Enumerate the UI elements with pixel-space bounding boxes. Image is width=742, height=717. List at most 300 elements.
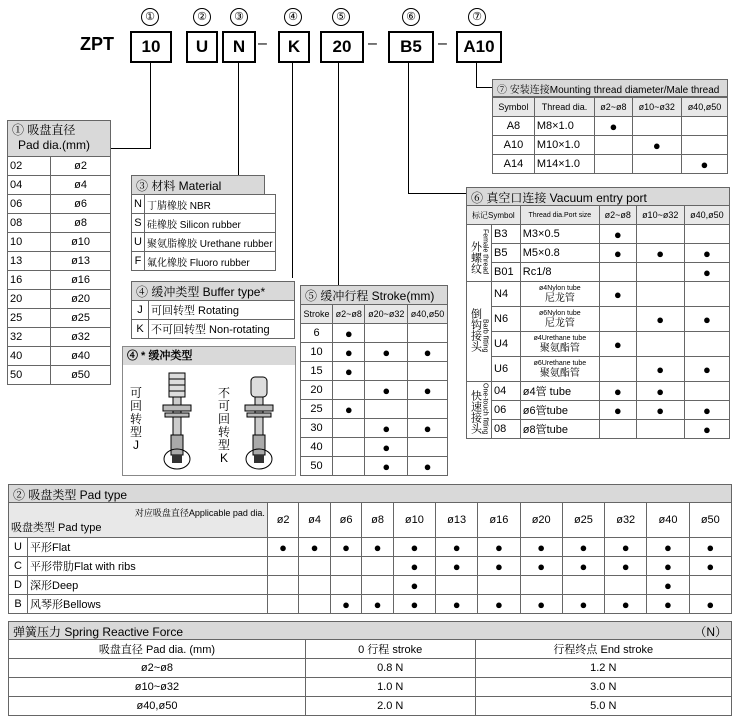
vacuum-symbol: N6 xyxy=(492,307,521,332)
vacuum-availability xyxy=(636,420,684,439)
vacuum-symbol: 08 xyxy=(492,420,521,439)
vacuum-port-en: ø4Urethane tube xyxy=(533,335,587,342)
availability-dot xyxy=(424,424,432,436)
buffer-name: 可回转型 Rotating xyxy=(149,301,295,320)
vacuum-availability xyxy=(636,357,684,382)
pad-dia-value: ø4 xyxy=(51,176,111,195)
stroke-availability xyxy=(333,381,365,400)
padtype-col-header: ø50 xyxy=(689,503,731,538)
availability-dot xyxy=(656,249,664,261)
pad-dia-value: ø6 xyxy=(51,195,111,214)
stroke-col-header: ø20~ø32 xyxy=(365,305,408,324)
padtype-availability xyxy=(393,576,435,595)
buffer-table xyxy=(131,300,295,339)
code-box-pad-type: U xyxy=(186,31,218,63)
availability-dot xyxy=(410,543,418,555)
availability-dot xyxy=(345,367,353,379)
buffer-code: J xyxy=(132,301,149,320)
vacuum-symbol: B01 xyxy=(492,263,521,282)
availability-dot xyxy=(342,600,350,612)
padtype-availability xyxy=(436,538,478,557)
availability-dot xyxy=(279,543,287,555)
stroke-table xyxy=(300,304,448,476)
padtype-col-header: ø8 xyxy=(362,503,393,538)
table-row xyxy=(301,400,448,419)
availability-dot xyxy=(382,443,390,455)
code-box-buffer: K xyxy=(278,31,310,63)
header-row xyxy=(9,640,732,659)
availability-dot xyxy=(345,405,353,417)
material-table xyxy=(131,194,276,271)
material-header: ③ 材料 Material xyxy=(131,175,265,195)
availability-dot xyxy=(664,562,672,574)
pad-dia-code: 20 xyxy=(8,290,51,309)
padtype-availability xyxy=(267,538,298,557)
table-row xyxy=(493,136,728,155)
vacuum-header: ⑥ 真空口连接 Vacuum entry port xyxy=(466,187,730,206)
mount-availability xyxy=(595,155,632,174)
mount-availability xyxy=(681,155,727,174)
availability-dot xyxy=(656,365,664,377)
non-rotating-label xyxy=(217,387,231,465)
non-rotating-buffer-drawing xyxy=(231,369,287,473)
table-row xyxy=(9,538,732,557)
padtype-availability xyxy=(478,538,520,557)
availability-dot xyxy=(703,315,711,327)
material-code: F xyxy=(132,252,145,271)
material-code: U xyxy=(132,233,145,252)
vacuum-port-cn: 聚氨酯管 xyxy=(539,343,580,354)
padtype-col-header: ø13 xyxy=(436,503,478,538)
mount-col-header: ø10~ø32 xyxy=(632,98,681,117)
mount-availability xyxy=(632,117,681,136)
stroke-availability xyxy=(333,362,365,381)
leader-line xyxy=(150,63,151,148)
mount-availability xyxy=(632,136,681,155)
vacuum-port xyxy=(520,332,599,357)
spring-col-header: 吸盘直径 Pad dia. (mm) xyxy=(9,640,306,659)
table-row xyxy=(8,309,111,328)
availability-dot xyxy=(495,543,503,555)
buffer-name: 不可回转型 Non-rotating xyxy=(149,320,295,339)
padtype-col-header: ø32 xyxy=(605,503,647,538)
material-name: 丁腈橡胶 NBR xyxy=(144,195,275,214)
padtype-col-header: ø40 xyxy=(647,503,689,538)
table-row xyxy=(467,225,730,244)
table-row xyxy=(467,420,730,439)
stroke-value: 30 xyxy=(301,419,333,438)
vacuum-availability xyxy=(599,382,636,401)
table-row xyxy=(493,155,728,174)
stroke-availability xyxy=(365,438,408,457)
table-row xyxy=(9,557,732,576)
table-row xyxy=(8,290,111,309)
spring-value: 3.0 N xyxy=(475,678,732,697)
vacuum-availability xyxy=(599,282,636,307)
padtype-availability xyxy=(393,557,435,576)
num-1: ① xyxy=(141,8,159,26)
vacuum-col-header: ø40,ø50 xyxy=(684,206,729,225)
table-row xyxy=(8,252,111,271)
padtype-availability xyxy=(478,576,520,595)
spring-title: 弹簧压力 Spring Reactive Force xyxy=(13,625,184,639)
mount-thread: M14×1.0 xyxy=(534,155,594,174)
padtype-availability xyxy=(267,595,298,614)
availability-dot xyxy=(703,268,711,280)
spring-value: ø10~ø32 xyxy=(9,678,306,697)
table-row xyxy=(301,438,448,457)
padtype-availability xyxy=(605,576,647,595)
non-rotating-label-char: K xyxy=(219,451,228,465)
header-row xyxy=(493,98,728,117)
padtype-availability xyxy=(362,538,393,557)
padtype-name: 平形带肋Flat with ribs xyxy=(28,557,268,576)
vacuum-port xyxy=(520,282,599,307)
padtype-availability xyxy=(299,576,330,595)
stroke-header: ⑤ 缓冲行程 Stroke(mm) xyxy=(300,285,448,305)
padtype-availability xyxy=(520,538,562,557)
buffer-header: ④ 缓冲类型 Buffer type* xyxy=(131,281,295,301)
code-box-pad-dia: 10 xyxy=(130,31,172,63)
table-row xyxy=(132,233,276,252)
spring-value: 1.2 N xyxy=(475,659,732,678)
material-code: S xyxy=(132,214,145,233)
table-row xyxy=(8,195,111,214)
padtype-availability xyxy=(647,595,689,614)
stroke-availability xyxy=(333,419,365,438)
padtype-availability xyxy=(436,576,478,595)
vacuum-availability xyxy=(684,244,729,263)
pad-dia-subtitle: Pad dia.(mm) xyxy=(18,138,91,152)
vacuum-port: ø8管tube xyxy=(520,420,599,439)
non-rotating-label-char: 型 xyxy=(217,438,230,452)
spring-value: 5.0 N xyxy=(475,697,732,716)
vacuum-port-cn: 尼龙管 xyxy=(544,293,575,304)
padtype-availability xyxy=(562,576,604,595)
vacuum-availability xyxy=(599,307,636,332)
vacuum-symbol: U4 xyxy=(492,332,521,357)
padtype-availability xyxy=(562,538,604,557)
table-row xyxy=(467,244,730,263)
code-dash: – xyxy=(258,35,267,52)
num-6: ⑥ xyxy=(402,8,420,26)
stroke-col-header: ø2~ø8 xyxy=(333,305,365,324)
code-box-stroke: 20 xyxy=(320,31,364,63)
vacuum-group-label xyxy=(467,282,492,382)
table-row xyxy=(301,381,448,400)
availability-dot xyxy=(580,562,588,574)
pad-dia-code: 50 xyxy=(8,366,51,385)
table-row xyxy=(9,659,732,678)
padtype-corner-bottom: 吸盘类型 Pad type xyxy=(11,521,102,534)
mount-col-header: ø2~ø8 xyxy=(595,98,632,117)
table-row xyxy=(467,263,730,282)
code-prefix: ZPT xyxy=(80,34,114,54)
table-row xyxy=(8,347,111,366)
table-row xyxy=(467,307,730,332)
material-name: 硅橡胶 Silicon rubber xyxy=(144,214,275,233)
leader-line xyxy=(238,63,239,175)
rotating-label-char: 转 xyxy=(129,412,142,426)
stroke-value: 50 xyxy=(301,457,333,476)
vacuum-port: ø6管tube xyxy=(520,401,599,420)
vacuum-symbol: U6 xyxy=(492,357,521,382)
availability-dot xyxy=(656,315,664,327)
mount-header: ⑦ 安装连接Mounting thread diameter/Male thread xyxy=(492,79,728,97)
vacuum-availability xyxy=(599,225,636,244)
code-box-vacuum: B5 xyxy=(388,31,434,63)
vacuum-availability xyxy=(684,420,729,439)
vacuum-availability xyxy=(684,401,729,420)
table-row xyxy=(493,117,728,136)
availability-dot xyxy=(656,406,664,418)
vacuum-group-label xyxy=(467,225,492,282)
vacuum-group-en: Barb fitting xyxy=(481,318,489,352)
buffer-image-panel xyxy=(122,346,296,476)
stroke-availability xyxy=(365,343,408,362)
stroke-availability xyxy=(408,438,448,457)
non-rotating-label-char: 回 xyxy=(217,412,230,426)
table-row xyxy=(8,157,111,176)
padtype-availability xyxy=(520,595,562,614)
padtype-availability xyxy=(362,557,393,576)
vacuum-availability xyxy=(636,382,684,401)
pad-dia-value: ø10 xyxy=(51,233,111,252)
vacuum-availability xyxy=(684,282,729,307)
availability-dot xyxy=(653,141,661,153)
padtype-col-header: ø4 xyxy=(299,503,330,538)
pad-dia-value: ø8 xyxy=(51,214,111,233)
stroke-availability xyxy=(408,457,448,476)
availability-dot xyxy=(495,562,503,574)
table-row xyxy=(9,576,732,595)
vacuum-port-cn: 尼龙管 xyxy=(544,318,575,329)
padtype-availability xyxy=(605,595,647,614)
vacuum-symbol: N4 xyxy=(492,282,521,307)
vacuum-availability xyxy=(599,244,636,263)
pad-dia-code: 25 xyxy=(8,309,51,328)
mount-table xyxy=(492,97,728,174)
vacuum-availability xyxy=(684,332,729,357)
leader-line xyxy=(476,87,492,88)
vacuum-availability xyxy=(599,332,636,357)
padtype-col-header: ø6 xyxy=(330,503,361,538)
spring-table xyxy=(8,639,732,716)
padtype-code: D xyxy=(9,576,28,595)
vacuum-port-en: ø4Nylon tube xyxy=(539,285,581,292)
padtype-availability xyxy=(647,538,689,557)
availability-dot xyxy=(410,581,418,593)
vacuum-availability xyxy=(599,357,636,382)
padtype-table xyxy=(8,502,732,614)
table-row xyxy=(301,419,448,438)
vacuum-availability xyxy=(684,357,729,382)
pad-dia-value: ø20 xyxy=(51,290,111,309)
spring-value: 0.8 N xyxy=(305,659,475,678)
availability-dot xyxy=(537,562,545,574)
vacuum-col-header: Thread dia.Port size xyxy=(520,206,599,225)
padtype-availability xyxy=(436,557,478,576)
vacuum-table xyxy=(466,205,730,439)
stroke-availability xyxy=(365,400,408,419)
material-code: N xyxy=(132,195,145,214)
stroke-availability xyxy=(333,324,365,343)
availability-dot xyxy=(410,600,418,612)
table-row xyxy=(132,214,276,233)
table-row xyxy=(132,301,295,320)
availability-dot xyxy=(453,562,461,574)
padtype-availability xyxy=(299,538,330,557)
availability-dot xyxy=(495,600,503,612)
vacuum-group-en: One-touch fitting xyxy=(481,382,489,435)
code-dash: – xyxy=(368,35,377,52)
padtype-code: U xyxy=(9,538,28,557)
padtype-code: B xyxy=(9,595,28,614)
availability-dot xyxy=(374,600,382,612)
non-rotating-label-char: 可 xyxy=(217,399,230,413)
rotating-label-char: 型 xyxy=(129,425,142,439)
pad-dia-header xyxy=(7,120,111,157)
padtype-availability xyxy=(520,576,562,595)
padtype-availability xyxy=(267,557,298,576)
availability-dot xyxy=(706,562,714,574)
table-row xyxy=(8,176,111,195)
pad-dia-code: 06 xyxy=(8,195,51,214)
table-row xyxy=(467,357,730,382)
pad-dia-value: ø50 xyxy=(51,366,111,385)
vacuum-symbol: B5 xyxy=(492,244,521,263)
mount-availability xyxy=(681,136,727,155)
stroke-availability xyxy=(408,362,448,381)
pad-dia-code: 40 xyxy=(8,347,51,366)
rotating-label-char: 可 xyxy=(129,386,142,400)
padtype-code: C xyxy=(9,557,28,576)
padtype-header: ② 吸盘类型 Pad type xyxy=(8,484,732,503)
stroke-availability xyxy=(333,343,365,362)
pad-dia-value: ø25 xyxy=(51,309,111,328)
stroke-availability xyxy=(408,324,448,343)
pad-dia-value: ø2 xyxy=(51,157,111,176)
num-4: ④ xyxy=(284,8,302,26)
stroke-value: 40 xyxy=(301,438,333,457)
vacuum-col-header: 标记Symbol xyxy=(467,206,521,225)
availability-dot xyxy=(703,249,711,261)
mount-availability xyxy=(681,117,727,136)
availability-dot xyxy=(609,122,617,134)
availability-dot xyxy=(374,543,382,555)
material-name: 氟化橡胶 Fluoro rubber xyxy=(144,252,275,271)
pad-dia-code: 13 xyxy=(8,252,51,271)
padtype-availability xyxy=(478,557,520,576)
padtype-corner-top: 对应吸盘直径Applicable pad dia. xyxy=(134,507,265,518)
availability-dot xyxy=(453,543,461,555)
vacuum-group-cn: 倒钩接头 xyxy=(469,308,482,352)
vacuum-symbol: 04 xyxy=(492,382,521,401)
non-rotating-label-char: 转 xyxy=(217,425,230,439)
buffer-code: K xyxy=(132,320,149,339)
availability-dot xyxy=(537,600,545,612)
vacuum-availability xyxy=(599,401,636,420)
availability-dot xyxy=(345,348,353,360)
availability-dot xyxy=(664,600,672,612)
leader-line xyxy=(476,63,477,88)
vacuum-availability xyxy=(636,263,684,282)
table-row xyxy=(467,282,730,307)
stroke-availability xyxy=(408,400,448,419)
vacuum-port: M5×0.8 xyxy=(520,244,599,263)
vacuum-col-header: ø10~ø32 xyxy=(636,206,684,225)
padtype-name: 风琴形Bellows xyxy=(28,595,268,614)
mount-col-header: ø40,ø50 xyxy=(681,98,727,117)
availability-dot xyxy=(345,329,353,341)
availability-dot xyxy=(622,562,630,574)
availability-dot xyxy=(537,543,545,555)
leader-line xyxy=(292,63,293,278)
padtype-col-header: ø2 xyxy=(267,503,298,538)
stroke-col-header: Stroke xyxy=(301,305,333,324)
pad-dia-code: 02 xyxy=(8,157,51,176)
stroke-value: 6 xyxy=(301,324,333,343)
spring-header xyxy=(8,621,732,640)
availability-dot xyxy=(424,386,432,398)
code-box-mount: A10 xyxy=(456,31,502,63)
padtype-col-header: ø20 xyxy=(520,503,562,538)
vacuum-availability xyxy=(636,401,684,420)
availability-dot xyxy=(410,562,418,574)
stroke-availability xyxy=(365,381,408,400)
pad-dia-code: 16 xyxy=(8,271,51,290)
padtype-availability xyxy=(520,557,562,576)
vacuum-group-cn: 外螺纹 xyxy=(469,241,482,275)
vacuum-symbol: B3 xyxy=(492,225,521,244)
padtype-col-header: ø25 xyxy=(562,503,604,538)
stroke-availability xyxy=(408,343,448,362)
num-5: ⑤ xyxy=(332,8,350,26)
table-row xyxy=(9,678,732,697)
num-3: ③ xyxy=(230,8,248,26)
padtype-availability xyxy=(393,538,435,557)
vacuum-availability xyxy=(636,225,684,244)
vacuum-group-label xyxy=(467,382,492,439)
pad-dia-code: 10 xyxy=(8,233,51,252)
availability-dot xyxy=(382,462,390,474)
availability-dot xyxy=(614,340,622,352)
availability-dot xyxy=(614,406,622,418)
availability-dot xyxy=(664,581,672,593)
vacuum-availability xyxy=(636,307,684,332)
table-row xyxy=(467,401,730,420)
stroke-col-header: ø40,ø50 xyxy=(408,305,448,324)
padtype-availability xyxy=(330,557,361,576)
table-row xyxy=(8,328,111,347)
padtype-availability xyxy=(689,576,731,595)
vacuum-port: ø4管 tube xyxy=(520,382,599,401)
availability-dot xyxy=(424,462,432,474)
availability-dot xyxy=(311,543,319,555)
mount-availability xyxy=(595,117,632,136)
availability-dot xyxy=(382,386,390,398)
padtype-availability xyxy=(562,595,604,614)
vacuum-availability xyxy=(636,282,684,307)
num-2: ② xyxy=(193,8,211,26)
availability-dot xyxy=(614,249,622,261)
spring-unit: （N） xyxy=(694,625,727,639)
padtype-availability xyxy=(605,538,647,557)
table-row xyxy=(301,457,448,476)
spring-value: 2.0 N xyxy=(305,697,475,716)
table-row xyxy=(132,195,276,214)
availability-dot xyxy=(622,600,630,612)
